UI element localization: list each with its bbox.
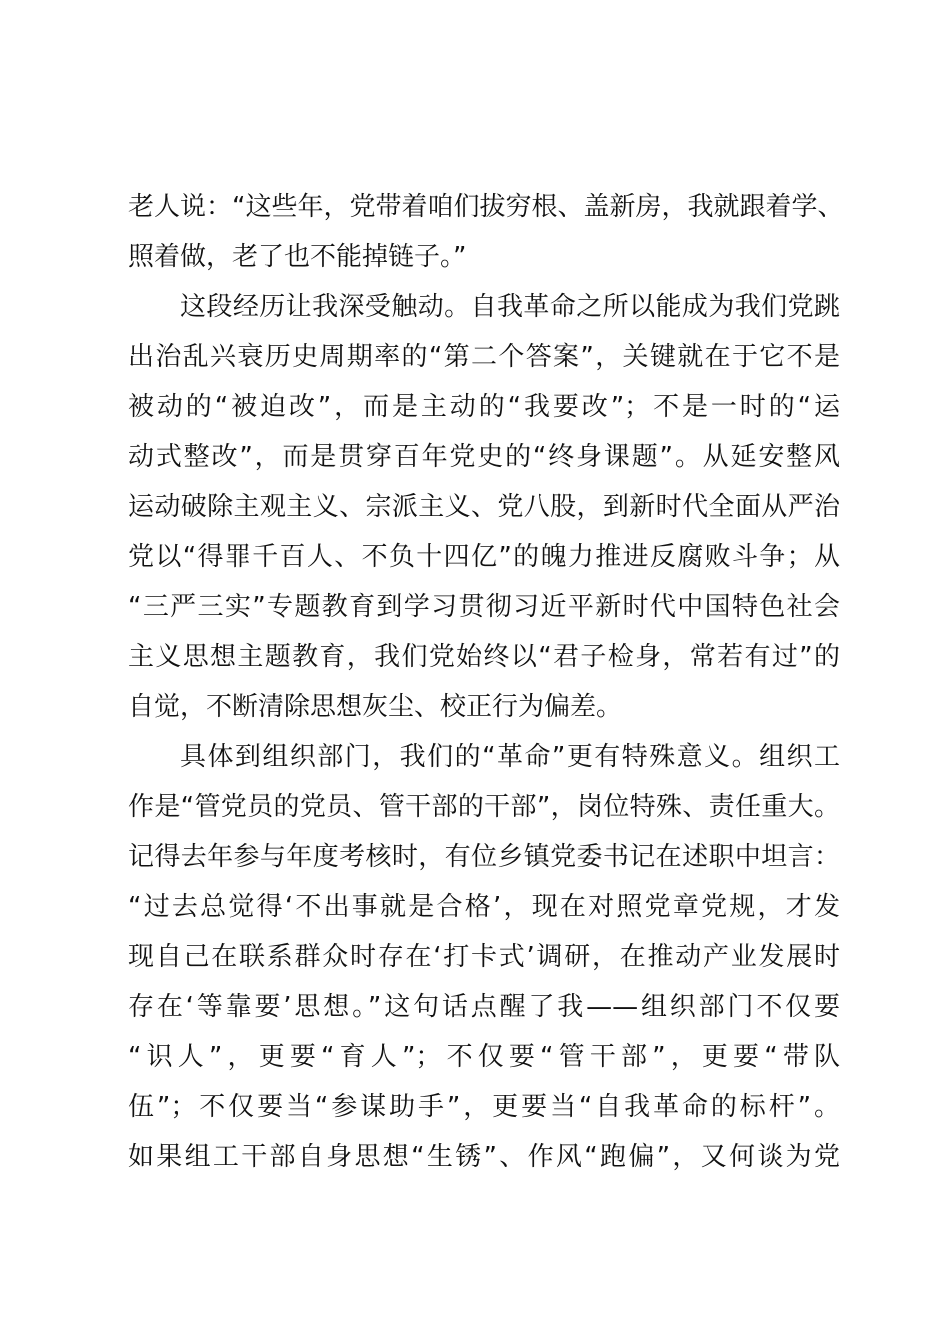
text-line: 存在‘等靠要’思想。”这句话点醒了我——组织部门不仅要 bbox=[128, 992, 840, 1022]
text-line: 现自己在联系群众时存在‘打卡式’调研，在推动产业发展时 bbox=[128, 942, 840, 972]
text-line: “识人”，更要“育人”；不仅要“管干部”，更要“带队 bbox=[128, 1042, 840, 1072]
text-line: 主义思想主题教育，我们党始终以“君子检身，常若有过”的 bbox=[128, 642, 840, 672]
text-line: 记得去年参与年度考核时，有位乡镇党委书记在述职中坦言： bbox=[128, 842, 840, 872]
text-line: 自觉，不断清除思想灰尘、校正行为偏差。 bbox=[128, 692, 623, 722]
text-line: 作是“管党员的党员、管干部的干部”，岗位特殊、责任重大。 bbox=[128, 792, 840, 822]
text-line: 伍”；不仅要当“参谋助手”，更要当“自我革命的标杆”。 bbox=[128, 1092, 840, 1122]
text-line: 照着做，老了也不能掉链子。” bbox=[128, 242, 467, 272]
text-line: 出治乱兴衰历史周期率的“第二个答案”，关键就在于它不是 bbox=[128, 342, 840, 372]
text-line: “三严三实”专题教育到学习贯彻习近平新时代中国特色社会 bbox=[128, 592, 840, 622]
text-line: 运动破除主观主义、宗派主义、党八股，到新时代全面从严治 bbox=[128, 492, 840, 522]
text-line: 动式整改”，而是贯穿百年党史的“终身课题”。从延安整风 bbox=[128, 442, 840, 472]
paragraph-first-line: 这段经历让我深受触动。自我革命之所以能成为我们党跳 bbox=[180, 292, 840, 322]
text-line: 如果组工干部自身思想“生锈”、作风“跑偏”，又何谈为党 bbox=[128, 1142, 840, 1172]
text-line: “过去总觉得‘不出事就是合格’，现在对照党章党规，才发 bbox=[128, 892, 840, 922]
text-line: 老人说：“这些年，党带着咱们拔穷根、盖新房，我就跟着学、 bbox=[128, 192, 844, 222]
paragraph-first-line: 具体到组织部门，我们的“革命”更有特殊意义。组织工 bbox=[180, 742, 840, 772]
body-text bbox=[128, 182, 844, 1182]
text-line: 党以“得罪千百人、不负十四亿”的魄力推进反腐败斗争；从 bbox=[128, 542, 840, 572]
text-line: 被动的“被迫改”，而是主动的“我要改”；不是一时的“运 bbox=[128, 392, 840, 422]
